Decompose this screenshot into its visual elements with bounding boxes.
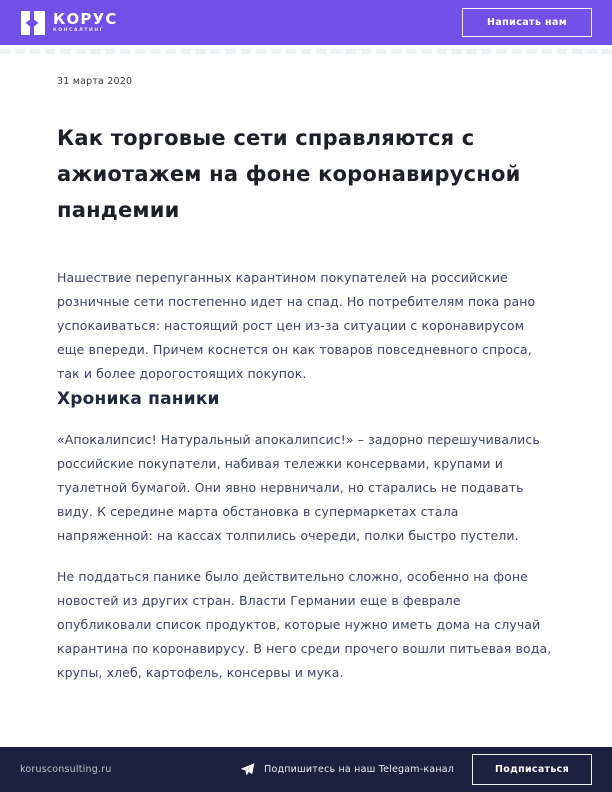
- article-lead-paragraph: Нашествие перепуганных карантином покупателей на российские розничные сети постепенно идет на спад. Но потребителям пока рано успокаиваться: настоящий рост цен из-за ситуации с коронавирусом еще впереди. Причем коснется он как товаров повседневного спроса, так и более дорогостоящих покупок.: [57, 270, 536, 381]
- faint-perforation-divider: [0, 49, 612, 54]
- logo-title: КОРУС: [53, 9, 118, 28]
- article-title: Как торговые сети справляются с ажиотажем на фоне коронавирусной пандемии: [57, 126, 521, 222]
- korus-logo[interactable]: [20, 10, 118, 36]
- logo-subtitle: КОНСАЛТИНГ: [53, 27, 105, 33]
- site-footer: [0, 747, 612, 792]
- telegram-subscribe-row[interactable]: [240, 762, 454, 777]
- article-paragraph: Не поддаться панике было действительно сложно, особенно на фоне новостей из других стран. Власти Германии еще в феврале опубликовали список продуктов, которые нужно иметь дома на случай карантина по коронавирусу. В него среди прочего вошли питьевая вода, крупы, хлеб, картофель, консервы и мука.: [57, 569, 552, 680]
- site-header: [0, 0, 612, 45]
- contact-us-button[interactable]: Написать нам: [462, 8, 592, 37]
- article-content: [0, 76, 612, 685]
- article-date: 31 марта 2020: [57, 76, 133, 87]
- telegram-subscribe-label: Подпишитесь на наш Telegam-канал: [264, 764, 455, 775]
- telegram-paper-plane-icon: [240, 762, 255, 777]
- subscribe-button[interactable]: Подписаться: [472, 754, 592, 785]
- footer-site-link[interactable]: korusconsulting.ru: [20, 764, 112, 775]
- section-heading-panic-chronicle: Хроника паники: [57, 389, 220, 409]
- logo-text: [53, 9, 118, 34]
- korus-logo-icon: [20, 10, 46, 36]
- article-paragraph: «Апокалипсис! Натуральный апокалипсис!» – задорно перешучивались российские покупатели, набивая тележки консервами, крупами и туалетной бумагой. Они явно нервничали, но старались не подавать виду. К середине марта обстановка в супермаркетах стала напряженной: на кассах толпились очереди, полки быстро пустели.: [57, 432, 540, 543]
